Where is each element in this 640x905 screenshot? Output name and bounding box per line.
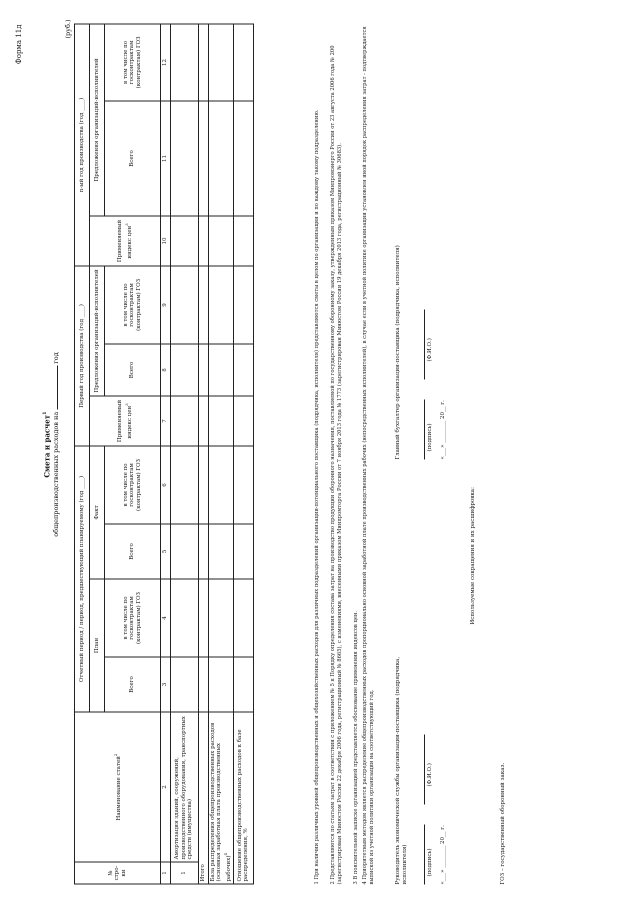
cell (170, 524, 198, 579)
cell (198, 524, 208, 579)
cell (233, 266, 253, 344)
th-index-2-sup: 3 (123, 223, 129, 226)
th-index-1-sup: 3 (123, 403, 129, 406)
cell (233, 657, 253, 712)
left-sign-caption: (подпись) (427, 848, 433, 877)
row-base (208, 712, 233, 884)
cell (233, 446, 253, 524)
col-num: 3 (161, 657, 171, 712)
th-fact-goz: в том числе по госконтрактам (контрактам) ГОЗ (105, 446, 161, 524)
cell (170, 216, 198, 266)
form-heading (42, 235, 50, 655)
left-fio-line (424, 735, 425, 805)
th-first-goz: в том числе по госконтрактам (контрактам) ГОЗ (105, 266, 161, 344)
footnote-1: 1 При наличии различных уровней общепроизводственных и общехозяйственных расходов для различных подразделений организации-потенциального поставщика (подрядчика, исполнителя) представляются сметы в целом по организации и по каждому такому подразделению. (314, 109, 320, 885)
cell (233, 579, 253, 657)
cell (198, 266, 208, 344)
col-num: 11 (161, 101, 171, 216)
cell (208, 524, 233, 579)
cell (233, 344, 253, 396)
th-fact-total: Всего (105, 524, 161, 579)
left-signer-title: Руководитель экономической службы организации-поставщика (подрядчика, исполнителя) (395, 656, 408, 885)
footnote-3: 3 В пояснительной записке организацией представляется обоснование применения индексов цен. (353, 611, 359, 885)
cell (208, 24, 233, 101)
th-index-1 (90, 396, 161, 446)
cell (208, 344, 233, 396)
right-sign-line (424, 400, 425, 460)
cell (208, 579, 233, 657)
th-row-no: № стро- ки (75, 862, 161, 884)
th-nth-goz: в том числе по госконтрактам (контрактам) ГОЗ (105, 24, 161, 101)
right-fio-line (424, 310, 425, 380)
th-index-2-text: Применяемый индекс цен (117, 219, 133, 263)
row-no: 1 (170, 862, 198, 884)
col-num: 9 (161, 266, 171, 344)
cell (233, 216, 253, 266)
table-row (198, 24, 208, 884)
left-sign-line (424, 825, 425, 885)
cell (233, 24, 253, 101)
abbreviation-goz: ГОЗ – государственный оборонный заказ. (500, 762, 506, 885)
subtitle-prefix: общепроизводственных расходов на (52, 411, 60, 537)
col-num: 2 (161, 712, 171, 862)
row-total: Итого (198, 712, 208, 884)
cell (208, 446, 233, 524)
form-number: Форма 11д (15, 24, 23, 65)
estimate-table (74, 23, 254, 884)
th-fact: Факт (90, 446, 105, 579)
left-date: «___» ________ 20__ г. (440, 825, 446, 885)
col-num: 6 (161, 446, 171, 524)
table-row (208, 24, 233, 884)
right-signer-title: Главный бухгалтер организации-поставщика (подрядчика, исполнителя) (395, 245, 401, 460)
cell (208, 657, 233, 712)
right-fio-caption: (Ф.И.О.) (427, 338, 433, 362)
col-num: 12 (161, 24, 171, 101)
cell (170, 446, 198, 524)
th-plan: План (90, 579, 105, 712)
right-date: «___» ________ 20__ г. (440, 400, 446, 460)
cell (170, 24, 198, 101)
th-plan-goz: в том числе по госконтрактам (контрактам) ГОЗ (105, 579, 161, 657)
th-proposal-1: Предложения организаций-исполнителей (90, 266, 105, 396)
cell (170, 579, 198, 657)
th-nth-year: n-ый год производства (год ____) (75, 24, 90, 266)
cell (208, 101, 233, 216)
th-index-1-text: Применяемый индекс цен (117, 399, 133, 443)
col-num: 5 (161, 524, 171, 579)
form-subtitle (53, 195, 60, 695)
th-first-year: Первый год производства (год ____) (75, 266, 90, 446)
row-base-sup: 4 (222, 852, 228, 856)
right-sign-caption: (подпись) (427, 423, 433, 452)
table-row (170, 24, 198, 884)
cell (170, 396, 198, 446)
cell (198, 446, 208, 524)
th-plan-total: Всего (105, 657, 161, 712)
cell (170, 344, 198, 396)
col-num: 1 (161, 862, 171, 884)
year-blank (57, 366, 58, 410)
cell (233, 396, 253, 446)
col-num: 10 (161, 216, 171, 266)
cell (233, 524, 253, 579)
subtitle-suffix: год (52, 352, 60, 364)
row-base-text: База распределения общепроизводственных расходов (основная заработная плата производственных рабочих) (209, 722, 232, 882)
cell (198, 396, 208, 446)
th-report-period: Отчетный период / период, предшествующий планируемому (год ____) (75, 446, 90, 712)
cell (208, 396, 233, 446)
th-item-name-sup: 2 (112, 753, 118, 757)
cell (198, 101, 208, 216)
col-num: 8 (161, 344, 171, 396)
th-item-name (75, 712, 161, 862)
cell (198, 216, 208, 266)
cell (170, 657, 198, 712)
cell (170, 266, 198, 344)
rotated-form-page (10, 10, 630, 895)
th-nth-total: Всего (105, 101, 161, 216)
cell (233, 101, 253, 216)
abbreviations-title: Используемые сокращения и их расшифровка: (470, 487, 476, 625)
table-row (233, 24, 253, 884)
th-first-total: Всего (105, 344, 161, 396)
row-name: Амортизация зданий, сооружений, производственного оборудования, транспортных средств (имущества) (170, 712, 198, 862)
footnote-4: 4 Приоритетным методом является распределение общепроизводственных расходов пропорционально основной заработной плате производственных рабочих (непосредственных исполнителей), в случае если в учетной политике организации установлен иной порядок распределения затрат - подтверждается выпиской из учетной политики организации на соответствующий год. (362, 26, 375, 885)
th-proposal-2: Предложения организаций-исполнителей (90, 24, 105, 216)
heading-text: Смета и расчет (42, 414, 52, 478)
column-numbers-row (161, 24, 171, 884)
cell (198, 344, 208, 396)
cell (208, 216, 233, 266)
cell (170, 101, 198, 216)
cell (198, 579, 208, 657)
currency-unit: (руб.) (64, 19, 72, 39)
heading-sup: 1 (42, 411, 48, 415)
footnote-2: 2 Представляются по статьям затрат в соответствии с приложением № 5 к Порядку определения состава затрат на производство продукции оборонного назначения, поставляемой по государственному оборонному заказу, утвержденным приказом Минпромэнерго России от 23 августа 2006 года № 200 (зарегистрирован Минюстом России 22 декабря 2006 года, регистрационный № 8665), с изменениями, внесенными приказом Минпромторга России от 7 ноября 2013 года № 1773 (зарегистрирован Минюстом России 19 декабря 2013 года, регистрационный № 30683). (330, 45, 343, 885)
col-num: 4 (161, 579, 171, 657)
th-index-2 (90, 216, 161, 266)
cell (208, 266, 233, 344)
cell (198, 657, 208, 712)
col-num: 7 (161, 396, 171, 446)
left-fio-caption: (Ф.И.О.) (427, 763, 433, 787)
cell (198, 24, 208, 101)
th-item-name-text: Наименование статей (115, 756, 122, 821)
row-ratio: Отношение общепроизводственных расходов к базе распределения, % (233, 712, 253, 884)
